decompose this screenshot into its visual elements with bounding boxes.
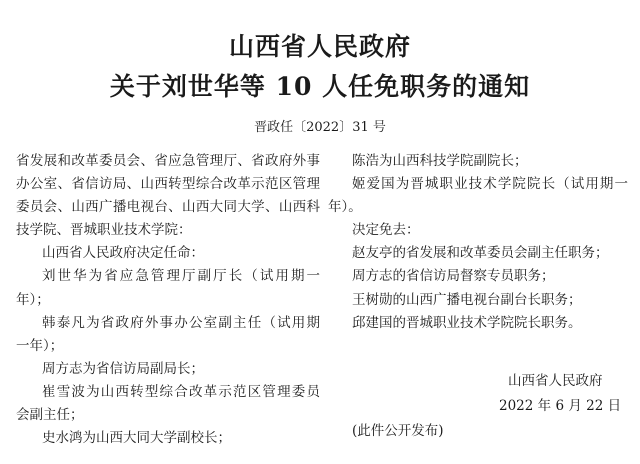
signature-date: 2022 年 6 月 22 日 — [499, 398, 622, 414]
body-line: 会副主任； — [16, 407, 84, 424]
body-line: 史水鸿为山西大同大学副校长； — [42, 430, 231, 447]
body-line: 周方志为省信访局副局长； — [42, 360, 204, 377]
body-line: 王树勋的山西广播电视台副台长职务； — [352, 291, 582, 308]
publication-note: (此件公开发布) — [352, 423, 444, 439]
body-line: 委员会、山西广播电视台、山西大同大学、山西科 — [16, 199, 320, 216]
body-line: 省发展和改革委员会、省应急管理厅、省政府外事 — [16, 153, 320, 169]
body-line: 刘世华为省应急管理厅副厅长（试用期一 — [42, 268, 320, 285]
document-title-line-1: 山西省人民政府 — [228, 32, 411, 61]
left-column — [16, 150, 320, 450]
body-line: 一年）； — [16, 337, 64, 354]
body-line: 韩泰凡为省政府外事办公室副主任（试用期 — [42, 314, 320, 331]
signature-organization: 山西省人民政府 — [508, 373, 603, 389]
right-column — [328, 150, 628, 335]
body-line: 年）。 — [328, 199, 362, 216]
body-line: 周方志的省信访局督察专员职务； — [352, 268, 555, 285]
body-line: 年）； — [16, 291, 50, 308]
body-line: 山西省人民政府决定任命： — [42, 245, 204, 262]
body-line: 邱建国的晋城职业技术学院院长职务。 — [352, 314, 582, 331]
body-line: 办公室、省信访局、山西转型综合改革示范区管理 — [16, 176, 320, 193]
body-line: 决定免去： — [352, 222, 420, 239]
body-line: 技学院、晋城职业技术学院： — [16, 222, 192, 239]
document-number: 晋政任〔2022〕31 号 — [254, 120, 386, 135]
body-line: 姬爱国为晋城职业技术学院院长（试用期一 — [352, 176, 628, 193]
body-line: 陈浩为山西科技学院副院长； — [352, 153, 528, 169]
body-line: 崔雪波为山西转型综合改革示范区管理委员 — [42, 383, 320, 400]
body-line: 赵友亭的省发展和改革委员会副主任职务； — [352, 245, 609, 262]
document-title-line-2: 关于刘世华等 10 人任免职务的通知 — [109, 72, 531, 101]
